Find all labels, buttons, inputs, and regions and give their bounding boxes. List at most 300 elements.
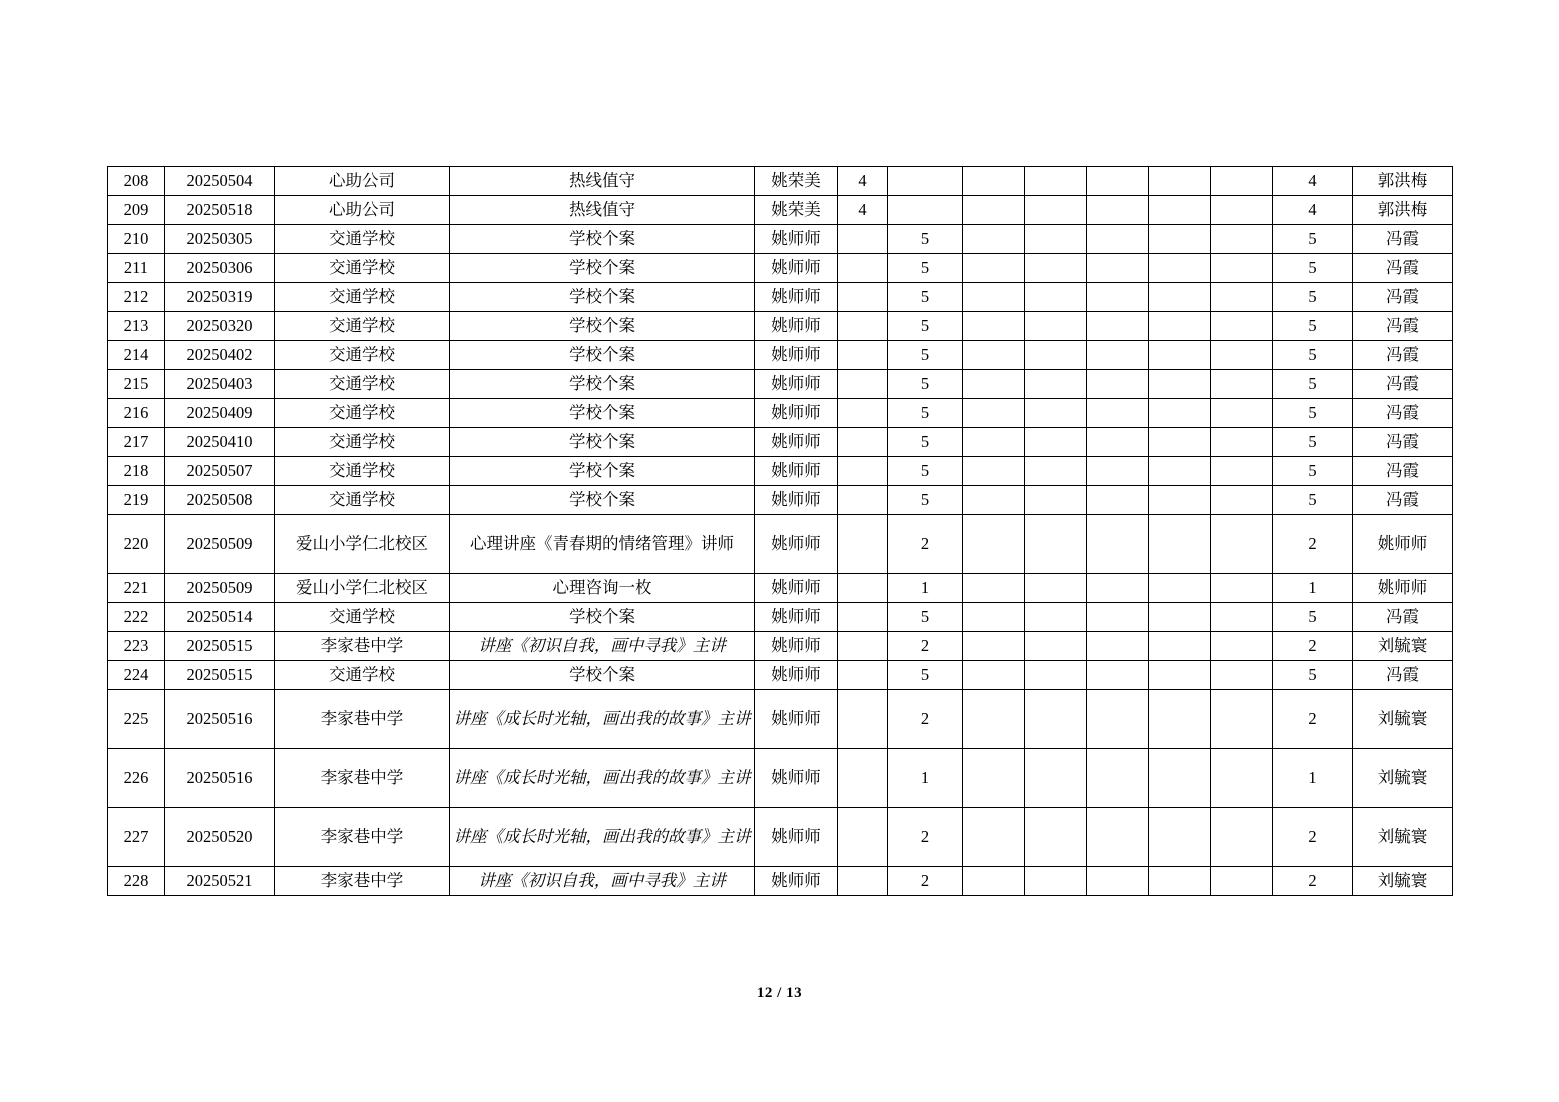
table-cell-idx: 214: [108, 341, 165, 370]
table-cell-name: 刘毓寰: [1353, 749, 1453, 808]
table-cell-n2: 2: [888, 808, 963, 867]
table-cell-n7: [1211, 632, 1273, 661]
table-cell-n2: 1: [888, 749, 963, 808]
table-cell-n5: [1087, 486, 1149, 515]
table-cell-org: 交通学校: [275, 341, 450, 370]
table-cell-idx: 211: [108, 254, 165, 283]
table-cell-n6: [1149, 632, 1211, 661]
table-cell-n4: [1025, 254, 1087, 283]
table-cell-date: 20250516: [165, 690, 275, 749]
table-cell-n4: [1025, 749, 1087, 808]
table-cell-n7: [1211, 515, 1273, 574]
table-cell-org: 交通学校: [275, 428, 450, 457]
table-cell-n3: [963, 167, 1025, 196]
table-cell-item: 学校个案: [450, 283, 755, 312]
records-table-body: [108, 167, 1453, 896]
table-cell-n4: [1025, 457, 1087, 486]
table-cell-total: 4: [1273, 167, 1353, 196]
table-cell-org: 李家巷中学: [275, 867, 450, 896]
table-cell-n5: [1087, 661, 1149, 690]
table-row: [108, 661, 1453, 690]
table-cell-n3: [963, 196, 1025, 225]
table-row: [108, 341, 1453, 370]
table-cell-n1: [838, 632, 888, 661]
table-cell-item: 讲座《成长时光轴，画出我的故事》主讲: [450, 690, 755, 749]
table-cell-n2: 5: [888, 283, 963, 312]
table-cell-date: 20250409: [165, 399, 275, 428]
table-cell-org: 交通学校: [275, 486, 450, 515]
table-cell-n6: [1149, 312, 1211, 341]
table-cell-n6: [1149, 574, 1211, 603]
table-cell-idx: 226: [108, 749, 165, 808]
table-cell-idx: 227: [108, 808, 165, 867]
table-cell-n7: [1211, 574, 1273, 603]
table-cell-n1: [838, 283, 888, 312]
table-cell-item: 学校个案: [450, 486, 755, 515]
table-cell-n7: [1211, 370, 1273, 399]
table-cell-n3: [963, 574, 1025, 603]
table-cell-n1: [838, 428, 888, 457]
table-cell-idx: 215: [108, 370, 165, 399]
table-cell-idx: 209: [108, 196, 165, 225]
table-cell-person: 姚师师: [755, 515, 838, 574]
table-cell-n5: [1087, 603, 1149, 632]
table-row: [108, 486, 1453, 515]
table-cell-person: 姚师师: [755, 341, 838, 370]
table-cell-item: 学校个案: [450, 312, 755, 341]
table-cell-n2: 5: [888, 603, 963, 632]
table-cell-date: 20250516: [165, 749, 275, 808]
table-cell-item: 心理讲座《青春期的情绪管理》讲师: [450, 515, 755, 574]
table-cell-org: 李家巷中学: [275, 632, 450, 661]
table-cell-n6: [1149, 225, 1211, 254]
table-cell-n7: [1211, 312, 1273, 341]
table-cell-n5: [1087, 574, 1149, 603]
table-cell-idx: 225: [108, 690, 165, 749]
table-cell-item: 学校个案: [450, 661, 755, 690]
table-cell-total: 5: [1273, 312, 1353, 341]
table-cell-idx: 223: [108, 632, 165, 661]
table-cell-org: 李家巷中学: [275, 749, 450, 808]
table-cell-n1: [838, 370, 888, 399]
table-cell-name: 刘毓寰: [1353, 690, 1453, 749]
table-cell-n1: [838, 661, 888, 690]
table-cell-n5: [1087, 867, 1149, 896]
table-cell-org: 爱山小学仁北校区: [275, 574, 450, 603]
table-cell-person: 姚师师: [755, 370, 838, 399]
table-cell-total: 1: [1273, 749, 1353, 808]
table-cell-item: 心理咨询一枚: [450, 574, 755, 603]
table-cell-n7: [1211, 808, 1273, 867]
table-cell-name: 冯霞: [1353, 486, 1453, 515]
table-cell-person: 姚荣美: [755, 196, 838, 225]
table-cell-n6: [1149, 749, 1211, 808]
table-cell-n2: 5: [888, 370, 963, 399]
table-cell-n7: [1211, 225, 1273, 254]
table-cell-n3: [963, 457, 1025, 486]
table-cell-n4: [1025, 603, 1087, 632]
table-cell-org: 交通学校: [275, 225, 450, 254]
table-cell-total: 5: [1273, 283, 1353, 312]
table-cell-n6: [1149, 690, 1211, 749]
table-cell-name: 冯霞: [1353, 399, 1453, 428]
table-cell-person: 姚师师: [755, 399, 838, 428]
table-cell-item: 热线值守: [450, 167, 755, 196]
table-cell-n3: [963, 254, 1025, 283]
table-cell-n1: [838, 603, 888, 632]
table-cell-n3: [963, 312, 1025, 341]
table-cell-n1: [838, 867, 888, 896]
table-row: [108, 196, 1453, 225]
table-cell-person: 姚师师: [755, 808, 838, 867]
table-cell-n6: [1149, 661, 1211, 690]
table-cell-date: 20250320: [165, 312, 275, 341]
table-cell-name: 冯霞: [1353, 254, 1453, 283]
table-cell-n2: 2: [888, 690, 963, 749]
table-cell-n4: [1025, 312, 1087, 341]
table-cell-idx: 216: [108, 399, 165, 428]
table-cell-n6: [1149, 399, 1211, 428]
table-cell-n7: [1211, 457, 1273, 486]
table-row: [108, 167, 1453, 196]
table-cell-n3: [963, 515, 1025, 574]
table-cell-n4: [1025, 574, 1087, 603]
table-cell-name: 刘毓寰: [1353, 632, 1453, 661]
table-cell-n3: [963, 808, 1025, 867]
table-cell-n3: [963, 661, 1025, 690]
table-cell-total: 1: [1273, 574, 1353, 603]
table-cell-idx: 220: [108, 515, 165, 574]
table-cell-n6: [1149, 428, 1211, 457]
table-cell-n7: [1211, 283, 1273, 312]
table-cell-org: 交通学校: [275, 254, 450, 283]
table-cell-person: 姚师师: [755, 690, 838, 749]
records-table: [107, 166, 1453, 896]
table-cell-n1: [838, 312, 888, 341]
table-cell-n5: [1087, 428, 1149, 457]
table-cell-n5: [1087, 167, 1149, 196]
table-cell-org: 爱山小学仁北校区: [275, 515, 450, 574]
table-cell-n6: [1149, 341, 1211, 370]
table-cell-idx: 218: [108, 457, 165, 486]
table-cell-n2: 2: [888, 867, 963, 896]
table-cell-total: 5: [1273, 254, 1353, 283]
table-cell-n2: 5: [888, 457, 963, 486]
table-cell-n5: [1087, 196, 1149, 225]
table-cell-item: 讲座《初识自我，画中寻我》主讲: [450, 867, 755, 896]
table-cell-n5: [1087, 749, 1149, 808]
table-cell-n3: [963, 225, 1025, 254]
table-cell-total: 4: [1273, 196, 1353, 225]
table-cell-person: 姚师师: [755, 457, 838, 486]
table-cell-n7: [1211, 254, 1273, 283]
table-cell-item: 学校个案: [450, 254, 755, 283]
table-cell-n4: [1025, 632, 1087, 661]
table-cell-person: 姚师师: [755, 486, 838, 515]
table-cell-n3: [963, 283, 1025, 312]
table-cell-org: 李家巷中学: [275, 690, 450, 749]
table-cell-person: 姚师师: [755, 632, 838, 661]
table-cell-n6: [1149, 283, 1211, 312]
table-cell-total: 2: [1273, 515, 1353, 574]
table-cell-item: 讲座《成长时光轴，画出我的故事》主讲: [450, 749, 755, 808]
table-cell-n3: [963, 632, 1025, 661]
table-cell-n5: [1087, 690, 1149, 749]
table-cell-n7: [1211, 486, 1273, 515]
table-cell-n6: [1149, 867, 1211, 896]
table-cell-n1: [838, 225, 888, 254]
table-cell-n5: [1087, 283, 1149, 312]
table-cell-total: 5: [1273, 661, 1353, 690]
table-cell-person: 姚荣美: [755, 167, 838, 196]
table-cell-date: 20250410: [165, 428, 275, 457]
table-cell-person: 姚师师: [755, 312, 838, 341]
table-cell-person: 姚师师: [755, 661, 838, 690]
table-cell-name: 姚师师: [1353, 515, 1453, 574]
table-cell-date: 20250509: [165, 574, 275, 603]
table-cell-person: 姚师师: [755, 283, 838, 312]
table-cell-total: 2: [1273, 690, 1353, 749]
table-cell-idx: 219: [108, 486, 165, 515]
table-cell-n5: [1087, 457, 1149, 486]
table-cell-n5: [1087, 808, 1149, 867]
table-cell-item: 学校个案: [450, 399, 755, 428]
table-cell-n7: [1211, 749, 1273, 808]
table-cell-n2: 5: [888, 661, 963, 690]
table-cell-date: 20250402: [165, 341, 275, 370]
table-cell-n2: 5: [888, 254, 963, 283]
table-cell-date: 20250521: [165, 867, 275, 896]
table-row: [108, 574, 1453, 603]
table-cell-n2: 1: [888, 574, 963, 603]
table-cell-n4: [1025, 690, 1087, 749]
table-cell-item: 学校个案: [450, 341, 755, 370]
table-cell-n5: [1087, 370, 1149, 399]
table-cell-date: 20250508: [165, 486, 275, 515]
table-cell-date: 20250509: [165, 515, 275, 574]
table-cell-total: 5: [1273, 370, 1353, 399]
table-cell-n1: [838, 457, 888, 486]
table-cell-name: 刘毓寰: [1353, 867, 1453, 896]
table-cell-n6: [1149, 603, 1211, 632]
table-cell-n7: [1211, 690, 1273, 749]
table-cell-item: 学校个案: [450, 457, 755, 486]
table-cell-date: 20250306: [165, 254, 275, 283]
table-cell-n2: 5: [888, 399, 963, 428]
table-cell-n7: [1211, 428, 1273, 457]
table-cell-total: 5: [1273, 225, 1353, 254]
table-cell-n6: [1149, 196, 1211, 225]
table-cell-name: 冯霞: [1353, 603, 1453, 632]
table-cell-org: 交通学校: [275, 603, 450, 632]
table-row: [108, 749, 1453, 808]
table-cell-n6: [1149, 457, 1211, 486]
table-cell-org: 交通学校: [275, 370, 450, 399]
table-cell-n2: 5: [888, 428, 963, 457]
table-cell-idx: 208: [108, 167, 165, 196]
table-cell-n4: [1025, 486, 1087, 515]
table-cell-n5: [1087, 632, 1149, 661]
table-cell-n5: [1087, 312, 1149, 341]
table-row: [108, 457, 1453, 486]
table-cell-person: 姚师师: [755, 225, 838, 254]
table-cell-n3: [963, 341, 1025, 370]
table-cell-org: 交通学校: [275, 399, 450, 428]
table-cell-name: 冯霞: [1353, 312, 1453, 341]
table-cell-n7: [1211, 399, 1273, 428]
table-cell-idx: 217: [108, 428, 165, 457]
table-cell-org: 心助公司: [275, 167, 450, 196]
table-cell-person: 姚师师: [755, 574, 838, 603]
table-cell-n4: [1025, 283, 1087, 312]
table-cell-idx: 228: [108, 867, 165, 896]
table-cell-total: 2: [1273, 632, 1353, 661]
table-cell-n1: [838, 574, 888, 603]
table-cell-date: 20250520: [165, 808, 275, 867]
table-cell-n3: [963, 428, 1025, 457]
table-row: [108, 603, 1453, 632]
table-cell-date: 20250319: [165, 283, 275, 312]
table-cell-total: 5: [1273, 341, 1353, 370]
table-cell-name: 郭洪梅: [1353, 196, 1453, 225]
table-cell-n6: [1149, 808, 1211, 867]
table-row: [108, 428, 1453, 457]
table-cell-person: 姚师师: [755, 603, 838, 632]
table-cell-n7: [1211, 341, 1273, 370]
table-cell-name: 冯霞: [1353, 370, 1453, 399]
table-cell-n4: [1025, 167, 1087, 196]
table-cell-n7: [1211, 661, 1273, 690]
table-cell-org: 交通学校: [275, 661, 450, 690]
table-cell-date: 20250515: [165, 632, 275, 661]
table-cell-n1: [838, 515, 888, 574]
table-row: [108, 283, 1453, 312]
table-cell-date: 20250518: [165, 196, 275, 225]
table-cell-n7: [1211, 167, 1273, 196]
table-row: [108, 225, 1453, 254]
table-cell-n6: [1149, 254, 1211, 283]
table-cell-org: 交通学校: [275, 457, 450, 486]
table-cell-date: 20250403: [165, 370, 275, 399]
table-cell-person: 姚师师: [755, 428, 838, 457]
table-cell-n3: [963, 603, 1025, 632]
table-cell-total: 5: [1273, 428, 1353, 457]
table-cell-date: 20250514: [165, 603, 275, 632]
table-cell-name: 冯霞: [1353, 341, 1453, 370]
table-cell-total: 2: [1273, 867, 1353, 896]
table-cell-n2: 5: [888, 225, 963, 254]
table-cell-org: 交通学校: [275, 312, 450, 341]
table-cell-n2: [888, 196, 963, 225]
table-row: [108, 399, 1453, 428]
table-cell-person: 姚师师: [755, 749, 838, 808]
table-cell-n3: [963, 690, 1025, 749]
table-cell-idx: 212: [108, 283, 165, 312]
table-cell-name: 冯霞: [1353, 428, 1453, 457]
table-cell-n4: [1025, 428, 1087, 457]
table-row: [108, 808, 1453, 867]
table-cell-n5: [1087, 341, 1149, 370]
table-cell-person: 姚师师: [755, 867, 838, 896]
table-cell-date: 20250504: [165, 167, 275, 196]
table-cell-n1: [838, 341, 888, 370]
table-cell-n5: [1087, 515, 1149, 574]
table-cell-total: 5: [1273, 399, 1353, 428]
table-cell-date: 20250515: [165, 661, 275, 690]
table-cell-n3: [963, 867, 1025, 896]
page-footer: 12 / 13: [756, 985, 803, 1001]
table-row: [108, 515, 1453, 574]
table-cell-n1: [838, 486, 888, 515]
table-cell-org: 交通学校: [275, 283, 450, 312]
table-cell-n1: 4: [838, 167, 888, 196]
table-cell-n6: [1149, 486, 1211, 515]
table-cell-n6: [1149, 515, 1211, 574]
table-cell-n4: [1025, 399, 1087, 428]
table-cell-n7: [1211, 603, 1273, 632]
table-cell-n1: [838, 808, 888, 867]
table-cell-n3: [963, 749, 1025, 808]
table-cell-person: 姚师师: [755, 254, 838, 283]
table-cell-n4: [1025, 225, 1087, 254]
table-cell-name: 冯霞: [1353, 661, 1453, 690]
table-cell-n7: [1211, 196, 1273, 225]
table-cell-n3: [963, 486, 1025, 515]
table-cell-name: 郭洪梅: [1353, 167, 1453, 196]
table-cell-idx: 210: [108, 225, 165, 254]
table-cell-item: 学校个案: [450, 603, 755, 632]
table-cell-name: 刘毓寰: [1353, 808, 1453, 867]
table-cell-date: 20250507: [165, 457, 275, 486]
table-cell-idx: 222: [108, 603, 165, 632]
table-cell-n2: 2: [888, 632, 963, 661]
table-cell-n5: [1087, 399, 1149, 428]
table-cell-n4: [1025, 808, 1087, 867]
table-cell-n4: [1025, 515, 1087, 574]
table-cell-name: 冯霞: [1353, 283, 1453, 312]
table-cell-n1: [838, 399, 888, 428]
table-row: [108, 690, 1453, 749]
table-cell-idx: 224: [108, 661, 165, 690]
table-cell-idx: 213: [108, 312, 165, 341]
table-cell-name: 冯霞: [1353, 225, 1453, 254]
table-cell-total: 5: [1273, 457, 1353, 486]
table-cell-total: 5: [1273, 486, 1353, 515]
table-row: [108, 312, 1453, 341]
table-cell-n6: [1149, 370, 1211, 399]
table-cell-org: 心助公司: [275, 196, 450, 225]
table-cell-total: 5: [1273, 603, 1353, 632]
table-cell-n7: [1211, 867, 1273, 896]
table-cell-n2: 5: [888, 312, 963, 341]
table-cell-n2: 5: [888, 486, 963, 515]
table-cell-n4: [1025, 867, 1087, 896]
table-cell-n2: 5: [888, 341, 963, 370]
table-cell-item: 热线值守: [450, 196, 755, 225]
table-cell-n1: [838, 254, 888, 283]
table-cell-name: 冯霞: [1353, 457, 1453, 486]
table-cell-n5: [1087, 225, 1149, 254]
records-table-wrapper: [107, 166, 1452, 896]
table-cell-total: 2: [1273, 808, 1353, 867]
table-cell-item: 讲座《成长时光轴，画出我的故事》主讲: [450, 808, 755, 867]
table-cell-n5: [1087, 254, 1149, 283]
table-cell-item: 学校个案: [450, 428, 755, 457]
table-cell-n4: [1025, 370, 1087, 399]
table-cell-n3: [963, 370, 1025, 399]
table-cell-n1: [838, 690, 888, 749]
table-cell-idx: 221: [108, 574, 165, 603]
